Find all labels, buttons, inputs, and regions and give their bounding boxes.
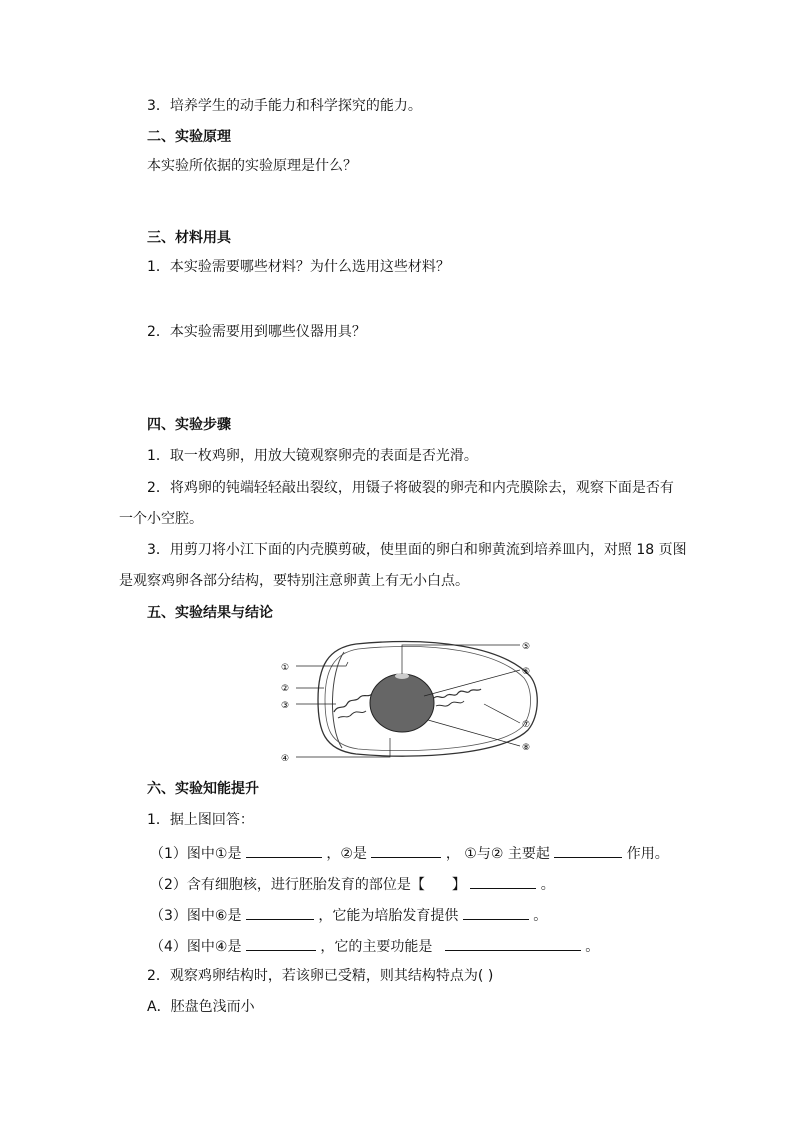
egg-structure-diagram bbox=[278, 630, 546, 766]
q1-3-prefix: （3）图中⑥是 bbox=[150, 908, 242, 924]
section-heading-steps: 四、实验步骤 bbox=[147, 417, 231, 433]
question-2-option-a[interactable]: A．胚盘色浅而小 bbox=[147, 999, 255, 1015]
objective-item-3: 3．培养学生的动手能力和科学探究的能力。 bbox=[147, 98, 422, 114]
answer-blank-1b[interactable] bbox=[371, 842, 441, 858]
answer-blank-1c[interactable] bbox=[554, 842, 622, 858]
diagram-label-1: ① bbox=[281, 663, 290, 673]
diagram-label-5: ⑤ bbox=[522, 642, 531, 652]
answer-blank-2[interactable] bbox=[470, 873, 536, 889]
q1-4-suffix: 。 bbox=[585, 939, 600, 955]
q1-1-suffix: 作用。 bbox=[626, 846, 669, 862]
section-heading-results: 五、实验结果与结论 bbox=[147, 605, 273, 621]
answer-blank-4b[interactable] bbox=[445, 935, 581, 951]
question-1-2 bbox=[150, 873, 555, 895]
question-1-1 bbox=[150, 842, 669, 864]
step-3-line-1: 3．用剪刀将小江下面的内壳膜剪破，使里面的卵白和卵黄流到培养皿内，对照 18 页图 bbox=[147, 542, 687, 558]
diagram-label-7: ⑦ bbox=[522, 720, 531, 730]
q1-2-suffix: 。 bbox=[540, 877, 555, 893]
diagram-label-2: ② bbox=[281, 684, 290, 694]
materials-question-2: 2．本实验需要用到哪些仪器用具？ bbox=[147, 324, 366, 340]
answer-blank-3a[interactable] bbox=[246, 904, 314, 920]
egg-chalaza-right bbox=[434, 689, 481, 698]
answer-blank-4a[interactable] bbox=[246, 935, 316, 951]
diagram-label-6: ⑥ bbox=[522, 667, 531, 677]
answer-bracket-space[interactable] bbox=[429, 874, 447, 889]
answer-blank-1a[interactable] bbox=[246, 842, 322, 858]
q1-1-mid: ，②是 bbox=[326, 846, 367, 862]
section-heading-extension: 六、实验知能提升 bbox=[147, 781, 259, 797]
q1-4-prefix: （4）图中④是 bbox=[150, 939, 242, 955]
answer-blank-3b[interactable] bbox=[463, 904, 529, 920]
egg-chalaza-left-2 bbox=[338, 711, 366, 718]
q1-3-mid: ，它能为培胎发育提供 bbox=[318, 908, 459, 924]
section-heading-principle: 二、实验原理 bbox=[147, 129, 231, 145]
materials-question-1: 1．本实验需要哪些材料？为什么选用这些材料？ bbox=[147, 259, 450, 275]
egg-chalaza-right-2 bbox=[436, 701, 464, 706]
q1-2-bracket-close: 】 bbox=[451, 877, 466, 893]
diagram-label-3: ③ bbox=[281, 701, 290, 711]
principle-question: 本实验所依据的实验原理是什么？ bbox=[147, 158, 357, 174]
step-3-line-2: 是观察鸡卵各部分结构，要特别注意卵黄上有无小白点。 bbox=[119, 573, 469, 589]
egg-air-cell bbox=[332, 652, 344, 748]
section-heading-materials: 三、材料用具 bbox=[147, 230, 231, 246]
question-2: 2．观察鸡卵结构时，若该卵已受精，则其结构特点为( ) bbox=[147, 968, 494, 984]
egg-yolk bbox=[370, 674, 434, 732]
q1-2-prefix: （2）含有细胞核，进行胚胎发育的部位是【 bbox=[150, 877, 425, 893]
q1-4-mid: ，它的主要功能是 bbox=[320, 939, 433, 955]
diagram-label-8: ⑧ bbox=[522, 743, 531, 753]
q1-1-mid2: ， ①与② 主要起 bbox=[445, 846, 550, 862]
step-1: 1．取一枚鸡卵，用放大镜观察卵壳的表面是否光滑。 bbox=[147, 448, 478, 464]
step-2-line-2: 一个小空腔。 bbox=[119, 511, 203, 527]
question-1-3 bbox=[150, 904, 547, 926]
diagram-label-4: ④ bbox=[281, 754, 290, 764]
q1-3-suffix: 。 bbox=[533, 908, 548, 924]
question-1-intro: 1．据上图回答： bbox=[147, 812, 254, 828]
question-1-4 bbox=[150, 935, 599, 957]
q1-1-prefix: （1）图中①是 bbox=[150, 846, 242, 862]
step-2-line-1: 2．将鸡卵的钝端轻轻敲出裂纹，用镊子将破裂的卵壳和内壳膜除去，观察下面是否有 bbox=[147, 480, 674, 496]
